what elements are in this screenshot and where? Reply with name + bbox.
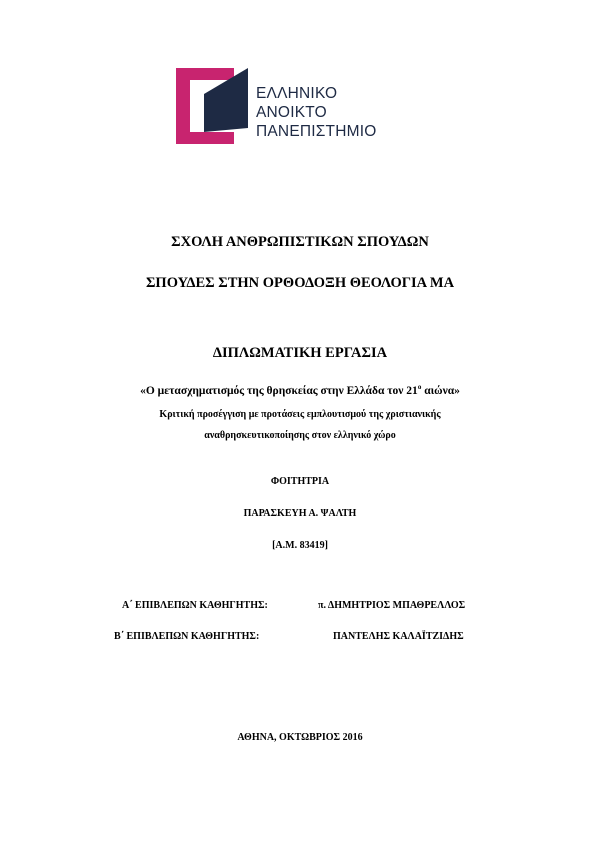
logo-line-2: ΑΝΟΙΚΤΟ: [256, 104, 327, 121]
thesis-subtitle-line-2: αναθρησκευτικοποίησης στον ελληνικό χώρο: [204, 430, 396, 441]
first-supervisor-role: Α΄ ΕΠΙΒΛΕΠΩΝ ΚΑΘΗΓΗΤΗΣ:: [122, 600, 268, 611]
logo-wordmark: [256, 84, 376, 141]
place-and-date: ΑΘΗΝΑ, ΟΚΤΩΒΡΙΟΣ 2016: [237, 732, 363, 743]
thesis-title: [0, 383, 600, 397]
thesis-title-end: αιώνα»: [421, 384, 460, 397]
school-name: ΣΧΟΛΗ ΑΝΘΡΩΠΙΣΤΙΚΩΝ ΣΠΟΥΔΩΝ: [171, 234, 429, 250]
logo-line-1: ΕΛΛΗΝΙΚΟ: [256, 85, 338, 102]
thesis-subtitle-line-1: Κριτική προσέγγιση με προτάσεις εμπλουτισμού της χριστιανικής: [159, 409, 441, 420]
thesis-title-superscript: ο: [417, 383, 422, 391]
logo-emblem-icon: [176, 66, 256, 146]
logo-line-3: ΠΑΝΕΠΙΣΤΗΜΙΟ: [256, 123, 377, 140]
second-supervisor-role: Β΄ ΕΠΙΒΛΕΠΩΝ ΚΑΘΗΓΗΤΗΣ:: [114, 631, 260, 642]
student-registration-number: [Α.Μ. 83419]: [272, 540, 328, 551]
student-name: ΠΑΡΑΣΚΕΥΗ Α. ΨΑΛΤΗ: [243, 508, 357, 519]
second-supervisor-name: ΠΑΝΤΕΛΗΣ ΚΑΛΑΪΤΖΙΔΗΣ: [333, 631, 464, 642]
program-name: ΣΠΟΥΔΕΣ ΣΤΗΝ ΟΡΘΟΔΟΞΗ ΘΕΟΛΟΓΙΑ ΜΑ: [145, 275, 455, 291]
first-supervisor-name: π. ΔΗΜΗΤΡΙΟΣ ΜΠΑΘΡΕΛΛΟΣ: [318, 600, 466, 611]
student-label: ΦΟΙΤΗΤΡΙΑ: [270, 476, 330, 487]
thesis-title-text: «Ο μετασχηματισμός της θρησκείας στην Ελλάδα τον 21: [140, 384, 418, 397]
document-type: ΔΙΠΛΩΜΑΤΙΚΗ ΕΡΓΑΣΙΑ: [212, 345, 388, 361]
